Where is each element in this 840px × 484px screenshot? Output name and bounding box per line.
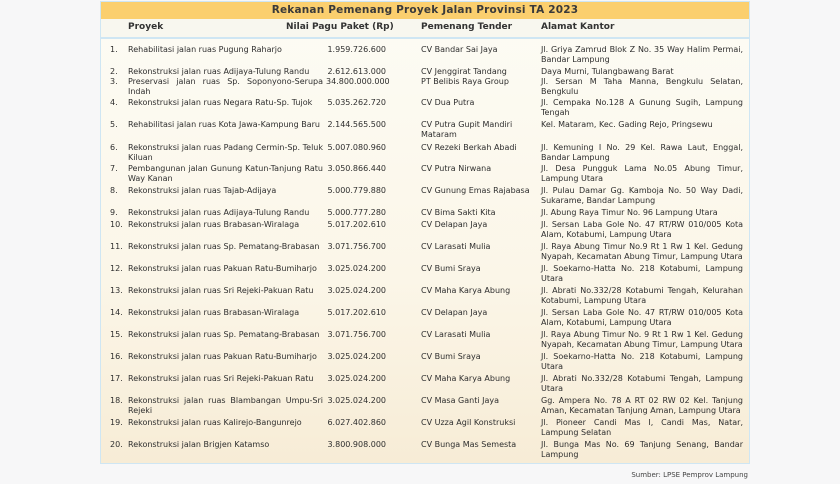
project-name: Rekonstruksi jalan ruas Sri Rejeki-Pakuan Ratu (128, 374, 314, 383)
office-address: Jl. Raya Abung Timur No. 9 Rt 1 Rw 1 Kel. Gedung Nyapah, Kecamatan Abung Timur, Lampung Utara (541, 330, 743, 349)
budget-value: 2.144.565.500 (327, 120, 386, 129)
office-address: Jl. Raya Abung Timur No.9 Rt 1 Rw 1 Kel. Gedung Nyapah, Kecamatan Abung Timur, Lampung Utara (541, 242, 743, 261)
header-address: Alamat Kantor (541, 22, 615, 32)
row-number: 1. (110, 45, 118, 54)
row-number: 7. (110, 164, 118, 173)
office-address: Kel. Mataram, Kec. Gading Rejo, Pringsewu (541, 120, 713, 129)
project-name: Rekonstruksi jalan ruas Blambangan Umpu-Sri Rejeki (128, 396, 323, 415)
row-number: 5. (110, 120, 118, 129)
budget-value: 5.017.202.610 (327, 308, 386, 317)
row-number: 8. (110, 186, 118, 195)
office-address: Jl. Sersan M Taha Manna, Bengkulu Selatan, Bengkulu (541, 77, 743, 96)
project-name: Rekonstruksi jalan ruas Sp. Pematang-Brabasan (128, 242, 320, 251)
vendor-name: CV Jenggirat Tandang (421, 67, 507, 76)
project-name: Rehabilitasi jalan ruas Pugung Raharjo (128, 45, 282, 54)
table-header (101, 19, 749, 39)
row-number: 13. (110, 286, 123, 295)
row-number: 18. (110, 396, 123, 405)
project-name: Rehabilitasi jalan ruas Kota Jawa-Kampung Baru (128, 120, 320, 129)
budget-value: 5.007.080.960 (327, 143, 386, 152)
budget-value: 2.612.613.000 (327, 67, 386, 76)
office-address: Jl. Abung Raya Timur No. 96 Lampung Utara (541, 208, 718, 217)
source-note: Sumber: LPSE Pemprov Lampung (631, 471, 748, 479)
office-address: Jl. Kemuning I No. 29 Kel. Rawa Laut, Enggal, Bandar Lampung (541, 143, 743, 162)
row-number: 4. (110, 98, 118, 107)
row-number: 2. (110, 67, 118, 76)
budget-value: 3.025.024.200 (327, 352, 386, 361)
project-name: Rekonstruksi jalan ruas Sri Rejeki-Pakuan Ratu (128, 286, 314, 295)
header-project: Proyek (128, 22, 164, 32)
budget-value: 5.000.777.280 (327, 208, 386, 217)
office-address: Jl. Soekarno-Hatta No. 218 Kotabumi, Lampung Utara (541, 352, 743, 371)
project-name: Rekonstruksi jalan ruas Brabasan-Wiralaga (128, 220, 300, 229)
budget-value: 3.025.024.200 (327, 374, 386, 383)
office-address: Jl. Sersan Laba Gole No. 47 RT/RW 010/005 Kota Alam, Kotabumi, Lampung Utara (541, 220, 743, 239)
row-number: 3. (110, 77, 118, 86)
row-number: 10. (110, 220, 123, 229)
budget-value: 3.025.024.200 (327, 396, 386, 405)
budget-value: 3.025.024.200 (327, 286, 386, 295)
office-address: Jl. Soekarno-Hatta No. 218 Kotabumi, Lampung Utara (541, 264, 743, 283)
row-number: 15. (110, 330, 123, 339)
vendor-name: CV Bandar Sai Jaya (421, 45, 498, 54)
budget-value: 3.800.908.000 (327, 440, 386, 449)
vendor-name: CV Maha Karya Abung (421, 286, 511, 295)
vendor-name: CV Masa Ganti Jaya (421, 396, 499, 405)
projects-table (100, 1, 750, 464)
project-name: Rekonstruksi jalan ruas Adijaya-Tulung Randu (128, 67, 310, 76)
row-number: 17. (110, 374, 123, 383)
office-address: Jl. Abrati No.332/28 Kotabumi Tengah, Kelurahan Kotabumi, Lampung Utara (541, 286, 743, 305)
row-number: 14. (110, 308, 123, 317)
project-name: Rekonstruksi jalan ruas Kalirejo-Bangunrejo (128, 418, 302, 427)
header-value: Nilai Pagu Paket (Rp) (286, 22, 394, 32)
row-number: 16. (110, 352, 123, 361)
project-name: Rekonstruksi jalan ruas Sp. Pematang-Brabasan (128, 330, 320, 339)
office-address: Gg. Ampera No. 78 A RT 02 RW 02 Kel. Tanjung Aman, Kecamatan Tanjung Aman, Lampung Utara (541, 396, 743, 415)
office-address: Jl. Pulau Damar Gg. Kamboja No. 50 Way Dadi, Sukarame, Bandar Lampung (541, 186, 743, 205)
vendor-name: CV Putra Nirwana (421, 164, 492, 173)
vendor-name: PT Belibis Raya Group (421, 77, 509, 86)
row-number: 9. (110, 208, 118, 217)
project-name: Rekonstruksi jalan ruas Brabasan-Wiralaga (128, 308, 300, 317)
budget-value: 3.071.756.700 (327, 242, 386, 251)
project-name: Rekonstruksi jalan Brigjen Katamso (128, 440, 270, 449)
vendor-name: CV Putra Gupit Mandiri Mataram (421, 120, 513, 139)
row-number: 20. (110, 440, 123, 449)
vendor-name: CV Delapan Jaya (421, 308, 488, 317)
vendor-name: CV Gunung Emas Rajabasa (421, 186, 530, 195)
vendor-name: CV Bumi Sraya (421, 352, 481, 361)
vendor-name: CV Uzza Agil Konstruksi (421, 418, 516, 427)
project-name: Rekonstruksi jalan ruas Padang Cermin-Sp. Teluk Kiluan (128, 143, 323, 162)
vendor-name: CV Rezeki Berkah Abadi (421, 143, 517, 152)
budget-value: 34.800.000.000 (326, 77, 390, 86)
vendor-name: CV Bunga Mas Semesta (421, 440, 517, 449)
office-address: Jl. Abrati No.332/28 Kotabumi Tengah, Lampung Utara (541, 374, 743, 393)
budget-value: 1.959.726.600 (327, 45, 386, 54)
budget-value: 3.025.024.200 (327, 264, 386, 273)
header-vendor: Pemenang Tender (421, 22, 513, 32)
project-name: Rekonstruksi jalan ruas Negara Ratu-Sp. Tujok (128, 98, 313, 107)
budget-value: 5.000.779.880 (327, 186, 386, 195)
budget-value: 5.035.262.720 (327, 98, 386, 107)
office-address: Jl. Griya Zamrud Blok Z No. 35 Way Halim Permai, Bandar Lampung (541, 45, 743, 64)
vendor-name: CV Bumi Sraya (421, 264, 481, 273)
vendor-name: CV Delapan Jaya (421, 220, 488, 229)
project-name: Rekonstruksi jalan ruas Pakuan Ratu-Bumiharjo (128, 264, 317, 273)
project-name: Preservasi jalan ruas Sp. Soponyono-Serupa Indah (128, 77, 323, 96)
vendor-name: CV Maha Karya Abung (421, 374, 511, 383)
vendor-name: CV Bima Sakti Kita (421, 208, 496, 217)
vendor-name: CV Dua Putra (421, 98, 475, 107)
office-address: Jl. Cempaka No.128 A Gunung Sugih, Lampung Tengah (541, 98, 743, 117)
office-address: Daya Murni, Tulangbawang Barat (541, 67, 674, 76)
project-name: Pembangunan jalan Gunung Katun-Tanjung Ratu Way Kanan (128, 164, 323, 183)
budget-value: 3.071.756.700 (327, 330, 386, 339)
office-address: Jl. Desa Pungguk Lama No.05 Abung Timur, Lampung Utara (541, 164, 743, 183)
project-name: Rekonstruksi jalan ruas Pakuan Ratu-Bumiharjo (128, 352, 317, 361)
vendor-name: CV Larasati Mulia (421, 330, 491, 339)
office-address: Jl. Sersan Laba Gole No. 47 RT/RW 010/005 Kota Alam, Kotabumi, Lampung Utara (541, 308, 743, 327)
row-number: 19. (110, 418, 123, 427)
table-title: Rekanan Pemenang Proyek Jalan Provinsi TA 2023 (101, 2, 749, 19)
budget-value: 3.050.866.440 (327, 164, 386, 173)
project-name: Rekonstruksi jalan ruas Tajab-Adijaya (128, 186, 277, 195)
budget-value: 6.027.402.860 (327, 418, 386, 427)
row-number: 11. (110, 242, 123, 251)
row-number: 6. (110, 143, 118, 152)
office-address: Jl. Bunga Mas No. 69 Tanjung Senang, Bandar Lampung (541, 440, 743, 459)
project-name: Rekonstruksi jalan ruas Adijaya-Tulung Randu (128, 208, 310, 217)
vendor-name: CV Larasati Mulia (421, 242, 491, 251)
budget-value: 5.017.202.610 (327, 220, 386, 229)
row-number: 12. (110, 264, 123, 273)
office-address: Jl. Pioneer Candi Mas I, Candi Mas, Natar, Lampung Selatan (541, 418, 743, 437)
